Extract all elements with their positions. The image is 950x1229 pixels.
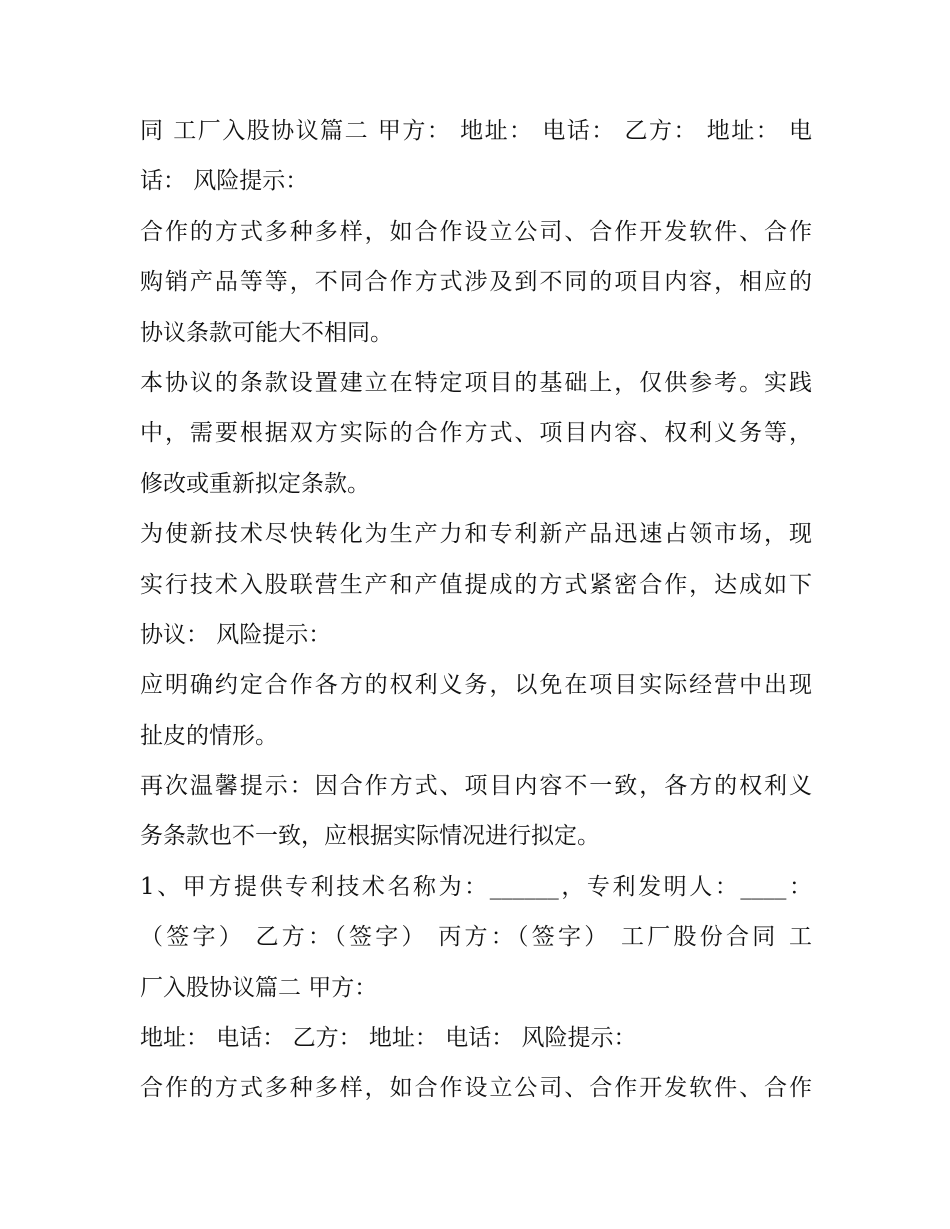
paragraph-line: 话： 风险提示： bbox=[140, 168, 309, 195]
paragraph-line: 厂入股协议篇二 甲方： bbox=[140, 974, 378, 1001]
paragraph-line: （签字） 乙方：（签字） 丙方：（签字） 工厂股份合同 工 bbox=[140, 924, 812, 951]
paragraph-line: 应明确约定合作各方的权利义务，以免在项目实际经营中出现 bbox=[140, 672, 812, 699]
paragraph-line: 为使新技术尽快转化为生产力和专利新产品迅速占领市场，现 bbox=[140, 521, 812, 548]
paragraph-line: 修改或重新拟定条款。 bbox=[140, 470, 370, 497]
paragraph-line: 本协议的条款设置建立在特定项目的基础上，仅供参考。实践 bbox=[140, 369, 812, 396]
paragraph-line: 合作的方式多种多样，如合作设立公司、合作开发软件、合作 bbox=[140, 218, 812, 245]
paragraph-line: 中，需要根据双方实际的合作方式、项目内容、权利义务等， bbox=[140, 420, 812, 447]
paragraph-line: 再次温馨提示：因合作方式、项目内容不一致，各方的权利义 bbox=[140, 773, 812, 800]
paragraph-line: 购销产品等等，不同合作方式涉及到不同的项目内容，相应的 bbox=[140, 269, 812, 296]
paragraph-line: 合作的方式多种多样，如合作设立公司、合作开发软件、合作 bbox=[140, 1075, 812, 1102]
paragraph-line: 务条款也不一致，应根据实际情况进行拟定。 bbox=[140, 823, 600, 850]
paragraph-line: 协议： 风险提示： bbox=[140, 621, 332, 648]
paragraph-line: 实行技术入股联营生产和产值提成的方式紧密合作，达成如下 bbox=[140, 571, 812, 598]
paragraph-line: 同 工厂入股协议篇二 甲方： 地址： 电话： 乙方： 地址： 电 bbox=[140, 118, 812, 144]
document-body bbox=[140, 106, 812, 1114]
paragraph-line: 协议条款可能大不相同。 bbox=[140, 319, 393, 346]
paragraph-line: 扯皮的情形。 bbox=[140, 722, 278, 749]
paragraph-line: 1、甲方提供专利技术名称为：______，专利发明人：____： bbox=[140, 873, 812, 900]
paragraph-line: 地址： 电话： 乙方： 地址： 电话： 风险提示： bbox=[140, 1025, 637, 1052]
